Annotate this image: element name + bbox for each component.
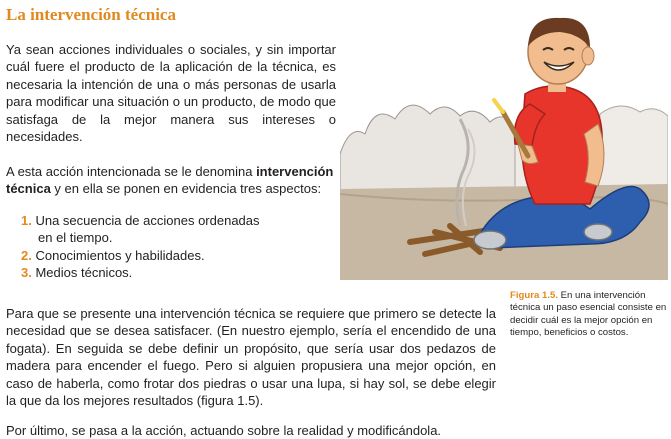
process-paragraph: Para que se presente una intervención técnica se requiere que primero se detecte la necesidad que se desea satisfacer. (En nuestro ejemplo, sería el encendido de una fogata). En seguida se debe definir un propósito, que sería usar dos pedazos de madera para encender el fuego. Pero si alguien propusiera una mejor opción, en caso de haberla, como frotar dos piedras o usar una lupa, si hay sol, se debe elegir la que da los mejores resultados (figura 1.5). (6, 306, 496, 409)
definition-text-before: A esta acción intencionada se le denomina (6, 164, 257, 179)
closing-paragraph: Por último, se pasa a la acción, actuando sobre la realidad y modificándola. (6, 423, 442, 438)
list-text: Medios técnicos. (35, 265, 133, 281)
list-number: 2. (21, 247, 32, 263)
list-item (21, 247, 260, 264)
intro-paragraph: Ya sean acciones individuales o sociales, y sin importar cuál fuere el producto de la aplicación de la técnica, es necesaria la intención de una o más personas de usarla para modificar una situación o un producto, de modo que satisfaga de la mejor manera sus intereses o necesidades. (6, 42, 336, 145)
figure-caption (510, 290, 670, 340)
definition-term: intervención técnica (6, 164, 334, 197)
list-item (21, 264, 260, 281)
definition-text-after: y en ella se ponen en evidencia tres aspectos: (50, 181, 322, 197)
list-number: 3. (21, 265, 32, 281)
list-text-continued: en el tiempo. (38, 230, 113, 246)
list-item (21, 212, 260, 247)
definition-paragraph (6, 163, 336, 198)
list-text: Una secuencia de acciones ordenadas (35, 213, 260, 228)
boy-lighting-fire-illustration (340, 4, 668, 280)
list-number: 1. (21, 213, 32, 228)
figure-caption-text: En una intervención técnica un paso esencial consiste en decidir cuál es la mejor opción en tiempo, beneficios o costos. (510, 290, 667, 339)
section-title: La intervención técnica (6, 5, 176, 24)
aspects-list (21, 212, 260, 282)
figure-label: Figura 1.5. (510, 290, 558, 301)
list-text: Conocimientos y habilidades. (35, 247, 205, 263)
